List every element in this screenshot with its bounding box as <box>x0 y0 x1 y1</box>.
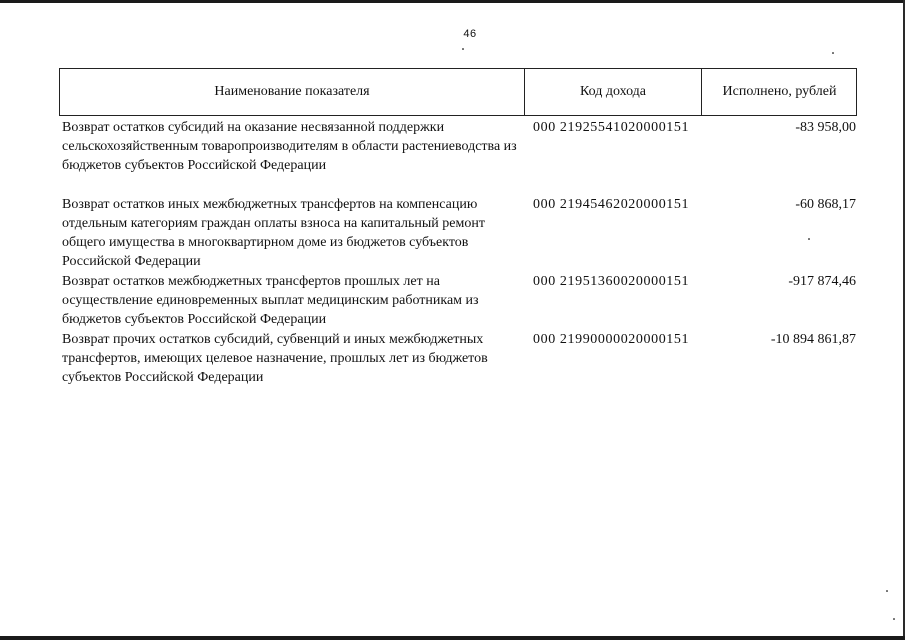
header-name: Наименование показателя <box>214 84 370 99</box>
scan-speck <box>886 590 888 592</box>
row-code: 000 21951360020000151 <box>533 274 690 289</box>
scan-top-edge <box>0 0 905 3</box>
row-name: Возврат прочих остатков субсидий, субвенций и иных межбюджетных трансфертов, имеющих целевое назначение, прошлых лет из бюджетов субъектов Российской Федерации <box>62 332 488 385</box>
page-number: 46 <box>463 28 477 40</box>
row-name: Возврат остатков межбюджетных трансфертов прошлых лет на осуществление единовременных выплат медицинским работникам из бюджетов субъектов Российской Федерации <box>62 274 479 327</box>
header-code: Код дохода <box>524 69 701 115</box>
row-amount: -83 958,00 <box>795 120 856 135</box>
row-amount: -60 868,17 <box>795 197 856 212</box>
scan-speck <box>808 238 810 240</box>
scan-bottom-edge <box>0 636 905 640</box>
scan-speck <box>832 52 834 54</box>
header-amount: Исполнено, рублей <box>701 69 857 115</box>
row-code: 000 21990000020000151 <box>533 332 690 347</box>
table-header <box>59 68 857 116</box>
row-amount: -917 874,46 <box>788 274 856 289</box>
row-code: 000 21925541020000151 <box>533 120 690 135</box>
row-amount: -10 894 861,87 <box>770 332 856 347</box>
scan-speck <box>893 618 895 620</box>
row-code: 000 21945462020000151 <box>533 197 690 212</box>
row-name: Возврат остатков субсидий на оказание несвязанной поддержки сельскохозяйственным товаропроизводителям в области растениеводства из бюджетов субъектов Российской Федерации <box>62 120 517 173</box>
row-name: Возврат остатков иных межбюджетных трансфертов на компенсацию отдельным категориям граждан оплаты взноса на капитальный ремонт общего имущества в многоквартирном доме из бюджетов субъектов Российской Федерации <box>62 197 485 269</box>
scan-speck <box>462 48 464 50</box>
